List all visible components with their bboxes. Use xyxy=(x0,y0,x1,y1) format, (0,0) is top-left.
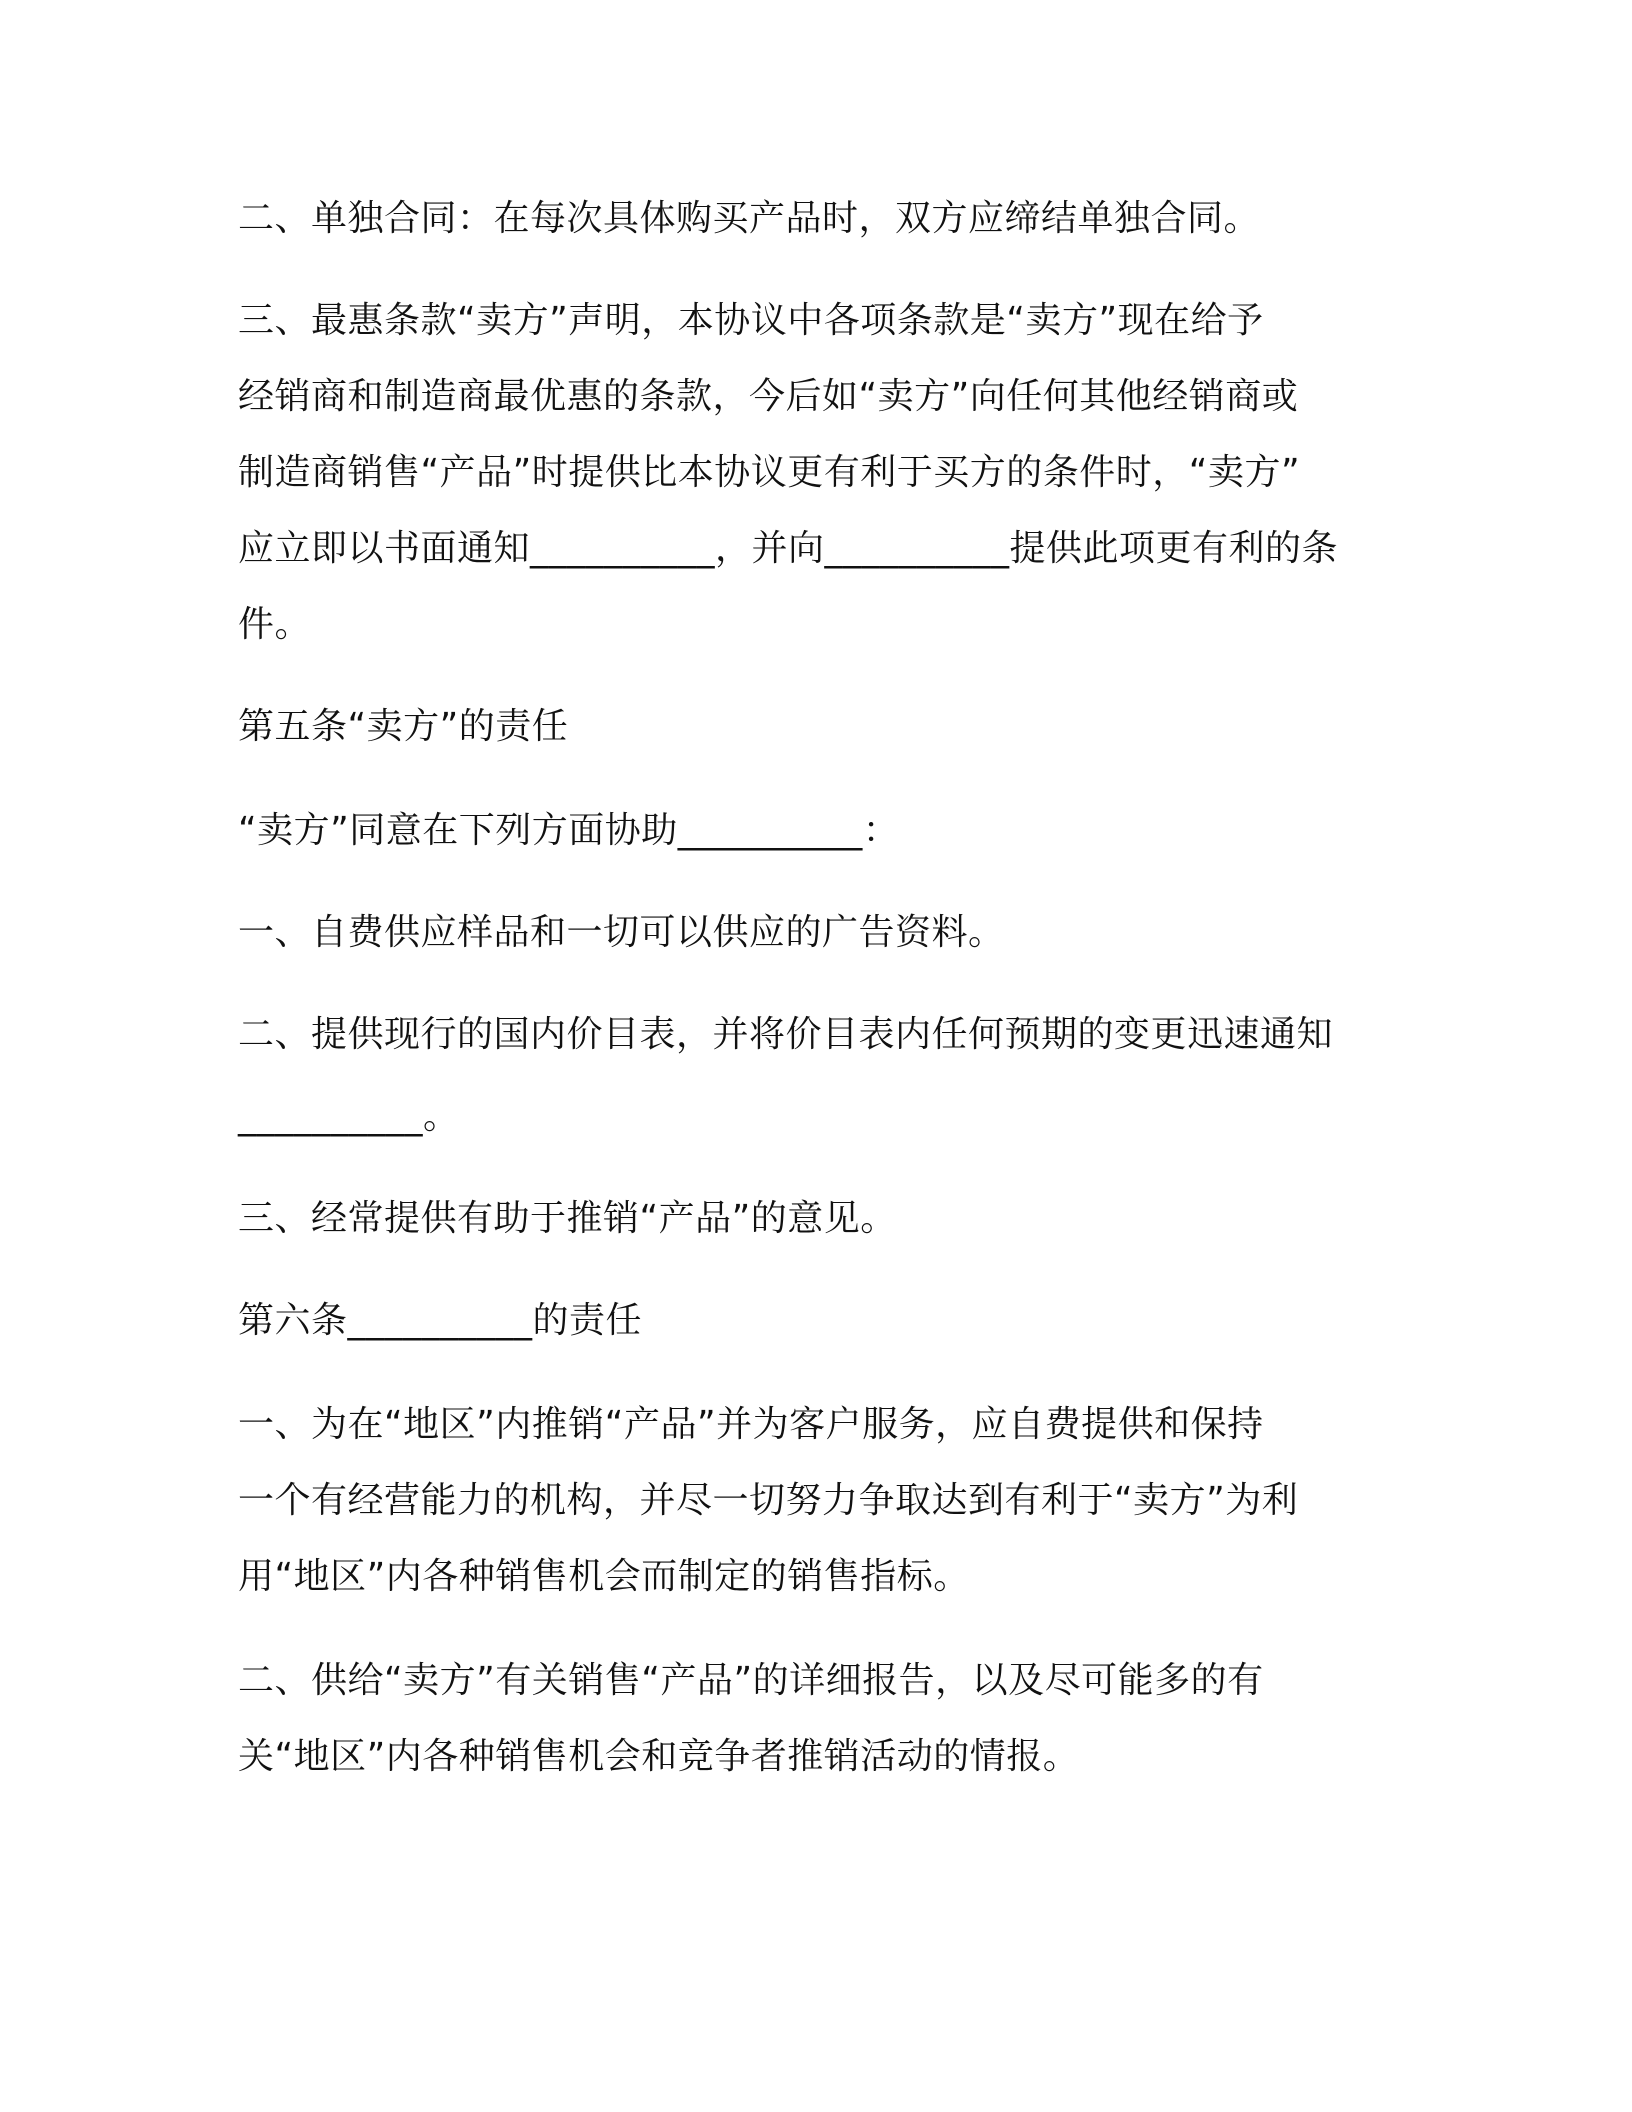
article-5-title: 第五条“卖方”的责任 xyxy=(238,706,569,747)
clause-best-terms-line: 件。 xyxy=(238,604,312,645)
article-5-intro: “卖方”同意在下列方面协助__________： xyxy=(238,810,900,851)
clause-single-contract: 二、单独合同：在每次具体购买产品时，双方应缔结单独合同。 xyxy=(238,198,1261,239)
clause-best-terms-line: 经销商和制造商最优惠的条款，今后如“卖方”向任何其他经销商或 xyxy=(238,376,1299,417)
article-6-title: 第六条__________的责任 xyxy=(238,1300,643,1341)
article-5-item-2-line: __________。 xyxy=(238,1096,460,1137)
article-6-item-1-line: 一、为在“地区”内推销“产品”并为客户服务，应自费提供和保持 xyxy=(238,1404,1264,1445)
article-6-item-2-line: 二、供给“卖方”有关销售“产品”的详细报告，以及尽可能多的有 xyxy=(238,1660,1264,1701)
article-5-item-1: 一、自费供应样品和一切可以供应的广告资料。 xyxy=(238,912,1005,953)
article-6-item-2-line: 关“地区”内各种销售机会和竞争者推销活动的情报。 xyxy=(238,1736,1080,1777)
article-6-item-1-line: 用“地区”内各种销售机会而制定的销售指标。 xyxy=(238,1556,970,1597)
article-5-item-3: 三、经常提供有助于推销“产品”的意见。 xyxy=(238,1198,897,1239)
clause-best-terms-line: 制造商销售“产品”时提供比本协议更有利于买方的条件时，“卖方” xyxy=(238,452,1301,493)
article-6-item-1-line: 一个有经营能力的机构，并尽一切努力争取达到有利于“卖方”为利 xyxy=(238,1480,1299,1521)
clause-best-terms-line: 应立即以书面通知__________，并向__________提供此项更有利的条 xyxy=(238,528,1339,569)
article-5-item-2-line: 二、提供现行的国内价目表，并将价目表内任何预期的变更迅速通知 xyxy=(238,1014,1334,1055)
clause-best-terms-line: 三、最惠条款“卖方”声明，本协议中各项条款是“卖方”现在给予 xyxy=(238,300,1264,341)
